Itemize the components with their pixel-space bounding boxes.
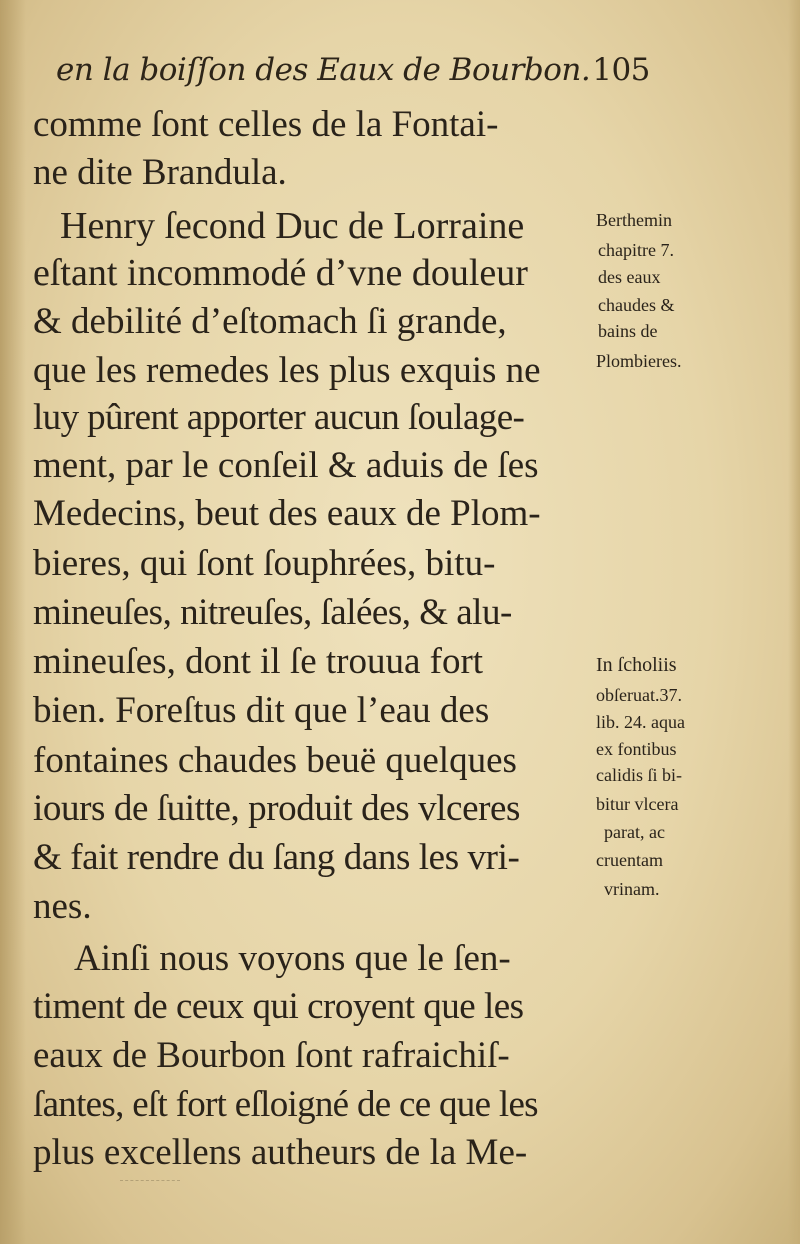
margin-note-line: parat, ac: [604, 822, 665, 842]
text-line: que les remedes les plus exquis ne: [33, 350, 541, 391]
margin-note-line: lib. 24. aqua: [596, 712, 685, 732]
text-line: eaux de Bourbon ſont rafraichiſ-: [33, 1035, 510, 1076]
paragraph-start-line: Ainſi nous voyons que le ſen-: [74, 938, 511, 979]
text-line: fontaines chaudes beuë quelques: [33, 740, 517, 781]
running-title: en la boiſſon des Eaux de Bourbon.: [56, 52, 591, 88]
margin-note-line: bitur vlcera: [596, 794, 679, 814]
text-line: plus excellens autheurs de la Me-: [33, 1132, 528, 1173]
page-bottom-mark: [120, 1180, 180, 1183]
margin-note-line: obſeruat.37.: [596, 685, 682, 705]
margin-note-line: Berthemin: [596, 210, 672, 230]
page-edge: [788, 0, 800, 1244]
text-line: & debilité d’eſtomach ſi grande,: [33, 301, 507, 342]
text-line: iours de ſuitte, produit des vlceres: [33, 788, 521, 829]
margin-note-line: des eaux: [598, 267, 661, 287]
running-header: [56, 52, 650, 88]
text-line: ment, par le conſeil & aduis de ſes: [33, 445, 539, 486]
text-line: bieres, qui ſont ſouphrées, bitu-: [33, 543, 496, 584]
page-number: 105: [592, 52, 650, 88]
text-line: nes.: [33, 886, 92, 927]
text-line: ne dite Brandula.: [33, 152, 287, 193]
text-line: eſtant incommodé d’vne douleur: [33, 252, 528, 294]
margin-note-line: ex fontibus: [596, 739, 677, 759]
text-line: Medecins, beut des eaux de Plom-: [33, 493, 541, 534]
text-line: luy pûrent apporter aucun ſoulage-: [33, 397, 525, 438]
margin-note-line: vrinam.: [604, 879, 660, 899]
binding-gutter: [0, 0, 26, 1244]
text-line: timent de ceux qui croyent que les: [33, 986, 524, 1027]
margin-note-line: chapitre 7.: [598, 240, 674, 260]
margin-note-line: calidis ſi bi-: [596, 765, 682, 785]
margin-note-line: cruentam: [596, 850, 663, 870]
margin-note-line: Plombieres.: [596, 351, 682, 371]
text-line: comme ſont celles de la Fontai-: [33, 104, 499, 145]
text-line: ſantes, eſt fort eſloigné de ce que les: [33, 1084, 538, 1125]
text-line: mineuſes, nitreuſes, ſalées, & alu-: [33, 592, 512, 633]
margin-note-line: chaudes &: [598, 295, 675, 315]
text-line: bien. Foreſtus dit que l’eau des: [33, 690, 490, 731]
text-line: & fait rendre du ſang dans les vri-: [33, 837, 520, 878]
margin-note-line: bains de: [598, 321, 658, 341]
paragraph-start-line: Henry ſecond Duc de Lorraine: [60, 205, 525, 247]
margin-note-line: In ſcholiis: [596, 654, 677, 676]
text-line: mineuſes, dont il ſe trouua fort: [33, 641, 484, 682]
